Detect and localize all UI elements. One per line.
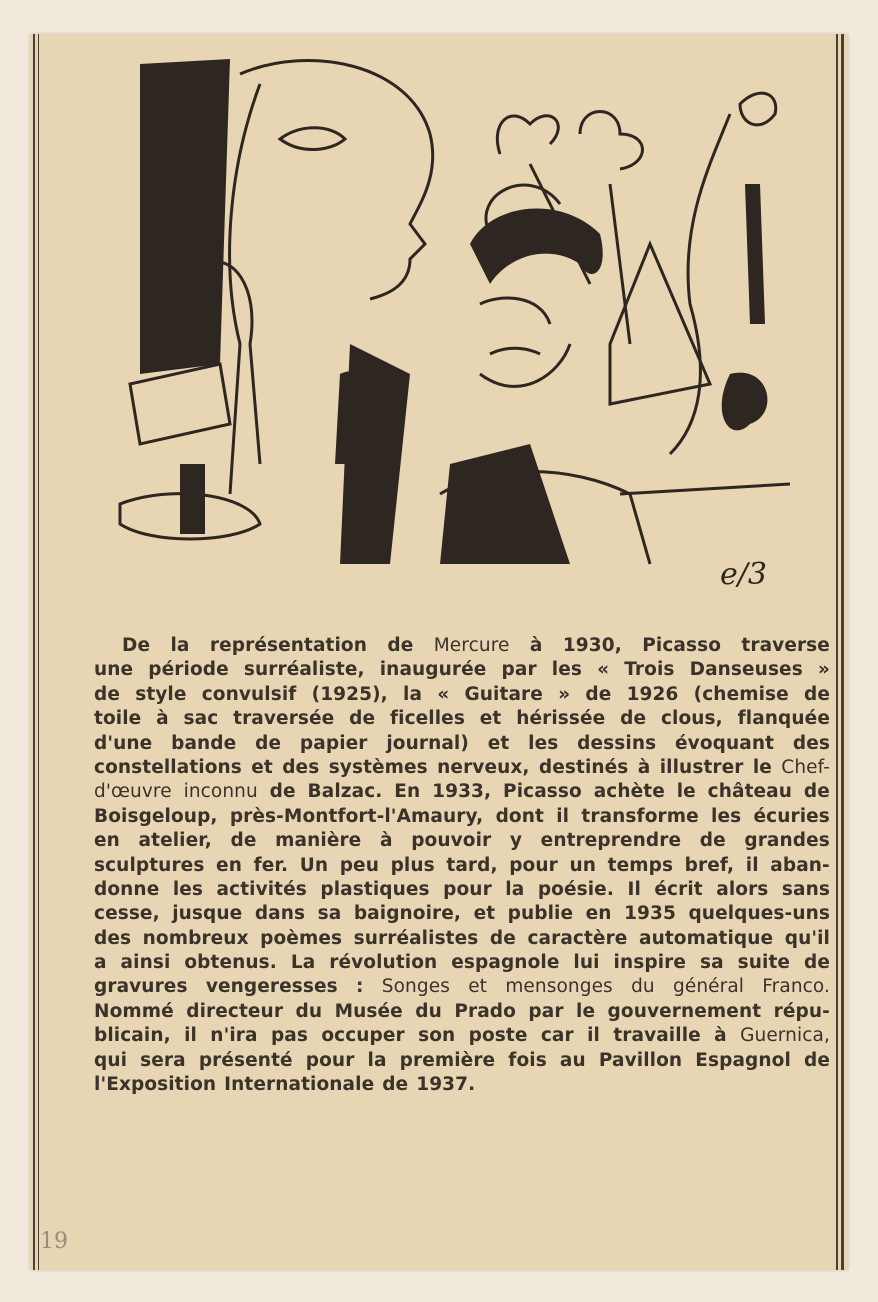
word: de (269, 781, 296, 803)
title-word: et (468, 976, 488, 998)
text-line (94, 756, 830, 780)
word: les (172, 878, 204, 900)
word: pour (443, 878, 492, 900)
word: sera (140, 1049, 186, 1071)
word: Il (627, 878, 641, 900)
word: de (804, 1049, 830, 1071)
word: de (803, 781, 830, 803)
word: grandes (744, 830, 830, 852)
word: toile (94, 708, 142, 730)
word: en (216, 854, 242, 876)
word: période (148, 659, 229, 681)
word: constellations (94, 756, 242, 778)
word: sculptures (94, 854, 205, 876)
word: et (479, 708, 502, 730)
word: a (94, 952, 107, 974)
word: le (576, 1000, 596, 1022)
word: De (122, 635, 151, 656)
word: inspire (613, 952, 687, 974)
word: des (94, 927, 132, 949)
text-line (94, 732, 830, 756)
word: fer. (253, 854, 289, 876)
word: suite (737, 952, 791, 974)
word: automatique (638, 927, 774, 949)
picasso-portrait-illustration (110, 44, 790, 594)
text-line (94, 805, 830, 829)
word: de (349, 708, 376, 730)
word: le (752, 756, 772, 778)
word: (1925), (311, 683, 388, 705)
word: manière (275, 830, 362, 852)
word: dessins (577, 732, 657, 754)
word: et (487, 732, 510, 754)
word: la (505, 878, 525, 900)
right-border-rule (836, 34, 838, 1270)
word: La (290, 952, 316, 974)
text-line (94, 927, 830, 951)
word: surréaliste, (243, 659, 365, 681)
word: Boisgeloup, (94, 805, 218, 827)
word: destinés (538, 756, 629, 778)
word: transforme (581, 805, 699, 827)
title-word: inconnu (183, 781, 258, 803)
word: à (379, 830, 393, 852)
word: ainsi (120, 952, 171, 974)
word: dont (495, 805, 544, 827)
word: Balzac. (307, 781, 383, 803)
word: et (251, 756, 273, 778)
word: en (94, 830, 120, 852)
word: la (367, 1049, 387, 1071)
word: pas (270, 1025, 308, 1047)
title-word: d'œuvre (94, 781, 172, 803)
word: poésie. (537, 878, 614, 900)
word: de (699, 830, 726, 852)
word: obtenus. (184, 952, 277, 974)
text-line (94, 1000, 830, 1024)
word: » (817, 659, 830, 681)
word: de (585, 683, 612, 705)
word: par (528, 1000, 564, 1022)
text-line (94, 829, 830, 853)
text-line (94, 854, 830, 878)
word: Guitare (464, 683, 543, 705)
word: de (382, 1074, 409, 1096)
word: présenté (198, 1049, 293, 1071)
word: gravures (94, 976, 188, 998)
word: gouvernement (607, 1000, 762, 1022)
word: les (528, 732, 559, 754)
word: tard, (446, 854, 498, 876)
word: son (418, 1025, 456, 1047)
word: les (711, 805, 742, 827)
text-line (94, 634, 830, 658)
title-word: Mercure (433, 635, 510, 656)
word: dans (254, 903, 306, 925)
word: inaugurée (379, 659, 487, 681)
word: les (551, 659, 582, 681)
word: 1930, (562, 635, 622, 656)
word: papier (299, 732, 368, 754)
word: sa (699, 952, 724, 974)
word: pour (305, 1049, 355, 1071)
title-word: Songes (381, 976, 450, 998)
word: qu'il (784, 927, 830, 949)
text-line (94, 1073, 830, 1097)
word: la (403, 683, 423, 705)
word: cesse, (94, 903, 160, 925)
word: vengeresses (205, 976, 338, 998)
word: par (501, 659, 537, 681)
word: jusque (172, 903, 243, 925)
word: 1937. (416, 1074, 476, 1096)
word: à (156, 708, 169, 730)
title-word: mensonges (505, 976, 613, 998)
word: évoquant (675, 732, 775, 754)
title-word: général (673, 976, 745, 998)
word: Danseuses (689, 659, 803, 681)
text-line (94, 1024, 830, 1048)
word: y (509, 830, 523, 852)
word: sa (317, 903, 342, 925)
word: de (230, 830, 257, 852)
word: près-Montfort-l'Amaury, (229, 805, 484, 827)
word: au (559, 1049, 586, 1071)
text-line (94, 707, 830, 731)
word: Prado (454, 1000, 516, 1022)
word: une (94, 659, 134, 681)
word: bande (171, 732, 237, 754)
word: clous, (660, 708, 723, 730)
word: 1926 (626, 683, 679, 705)
title-word: Franco. (762, 976, 830, 998)
artist-signature: e/3 (720, 557, 767, 592)
word: des (282, 756, 320, 778)
word: Espagnol (695, 1049, 791, 1071)
word: Pavillon (598, 1049, 683, 1071)
text-line (94, 951, 830, 975)
word: alors (716, 878, 769, 900)
word: de (804, 683, 830, 705)
word: aban- (770, 854, 830, 876)
page-number: 19 (40, 1229, 68, 1254)
title-word: Chef- (781, 756, 830, 778)
word: systèmes (328, 756, 428, 778)
word: il (745, 854, 759, 876)
word: il (587, 1025, 600, 1047)
word: à (714, 1025, 727, 1047)
word: représentation (209, 635, 367, 656)
word: poèmes (260, 927, 343, 949)
word: travaille (613, 1025, 701, 1047)
word: illustrer (659, 756, 744, 778)
word: de (255, 732, 282, 754)
word: Picasso (642, 635, 722, 656)
word: » (558, 683, 571, 705)
word: Picasso (503, 781, 582, 803)
text-line (94, 683, 830, 707)
word: écrit (654, 878, 703, 900)
word: château (707, 781, 793, 803)
word: l'Exposition (94, 1074, 217, 1096)
word: publie (507, 903, 574, 925)
word: Musée (334, 1000, 403, 1022)
word: à (637, 756, 651, 778)
word: et (473, 903, 496, 925)
word: occuper (321, 1025, 405, 1047)
word: Nommé (94, 1000, 174, 1022)
word: traversée (233, 708, 335, 730)
word: atelier, (138, 830, 212, 852)
word: Trois (624, 659, 675, 681)
word: qui (94, 1049, 128, 1071)
word: hérissée (516, 708, 606, 730)
word: bref, (684, 854, 735, 876)
word: poste (468, 1025, 528, 1047)
article-paragraph (94, 634, 830, 1097)
left-border-rule (33, 34, 35, 1270)
word: style (135, 683, 187, 705)
left-border-rule-inner (38, 34, 39, 1270)
word: journal) (386, 732, 469, 754)
word: En (394, 781, 421, 803)
text-line (94, 902, 830, 926)
newspaper-clipping (30, 34, 848, 1270)
word: des (792, 732, 830, 754)
word: il (556, 805, 570, 827)
word: la (170, 635, 190, 656)
word: lui (573, 952, 600, 974)
word: il (184, 1025, 197, 1047)
word: peu (339, 854, 379, 876)
text-line (94, 1049, 830, 1073)
word: d'une (94, 732, 153, 754)
word: espagnole (451, 952, 560, 974)
word: Un (299, 854, 329, 876)
word: 1933, (432, 781, 492, 803)
title-word: Guernica, (740, 1025, 830, 1047)
word: Internationale (224, 1074, 375, 1096)
word: car (540, 1025, 574, 1047)
word: traverse (741, 635, 830, 656)
word: nerveux, (437, 756, 530, 778)
word: un (569, 854, 597, 876)
word: « (437, 683, 450, 705)
word: le (676, 781, 696, 803)
word: du (415, 1000, 442, 1022)
text-line (94, 975, 830, 999)
word: directeur (186, 1000, 284, 1022)
word: fois (508, 1049, 547, 1071)
word: de (387, 635, 414, 656)
word: entreprendre (540, 830, 682, 852)
word: répu- (773, 1000, 830, 1022)
word: nombreux (142, 927, 249, 949)
text-line (94, 658, 830, 682)
word: activités (216, 878, 307, 900)
word: surréalistes (353, 927, 479, 949)
word: sac (183, 708, 219, 730)
word: blicain, (94, 1025, 171, 1047)
word: première (399, 1049, 496, 1071)
right-border-rule-outer (841, 34, 844, 1270)
word: donne (94, 878, 160, 900)
word: de (620, 708, 647, 730)
word: 1935 (624, 903, 676, 925)
word: quelques-uns (688, 903, 830, 925)
word: sans (781, 878, 830, 900)
word: révolution (329, 952, 438, 974)
word: « (597, 659, 610, 681)
word: du (295, 1000, 323, 1022)
word: n'ira (210, 1025, 258, 1047)
word: baignoire, (353, 903, 462, 925)
word: en (585, 903, 612, 925)
word: plus (390, 854, 435, 876)
word: pouvoir (411, 830, 492, 852)
word: flanquée (737, 708, 830, 730)
text-line (94, 780, 830, 804)
text-line (94, 878, 830, 902)
word: : (356, 976, 364, 998)
word: à (529, 635, 543, 656)
word: de (804, 952, 830, 974)
word: de (489, 927, 516, 949)
word: (chemise (693, 683, 789, 705)
word: caractère (527, 927, 628, 949)
word: convulsif (201, 683, 297, 705)
word: pour (509, 854, 558, 876)
word: temps (607, 854, 674, 876)
word: écuries (753, 805, 830, 827)
word: achète (593, 781, 665, 803)
title-word: du (631, 976, 655, 998)
word: plastiques (320, 878, 430, 900)
word: ficelles (389, 708, 465, 730)
word: de (94, 683, 120, 705)
